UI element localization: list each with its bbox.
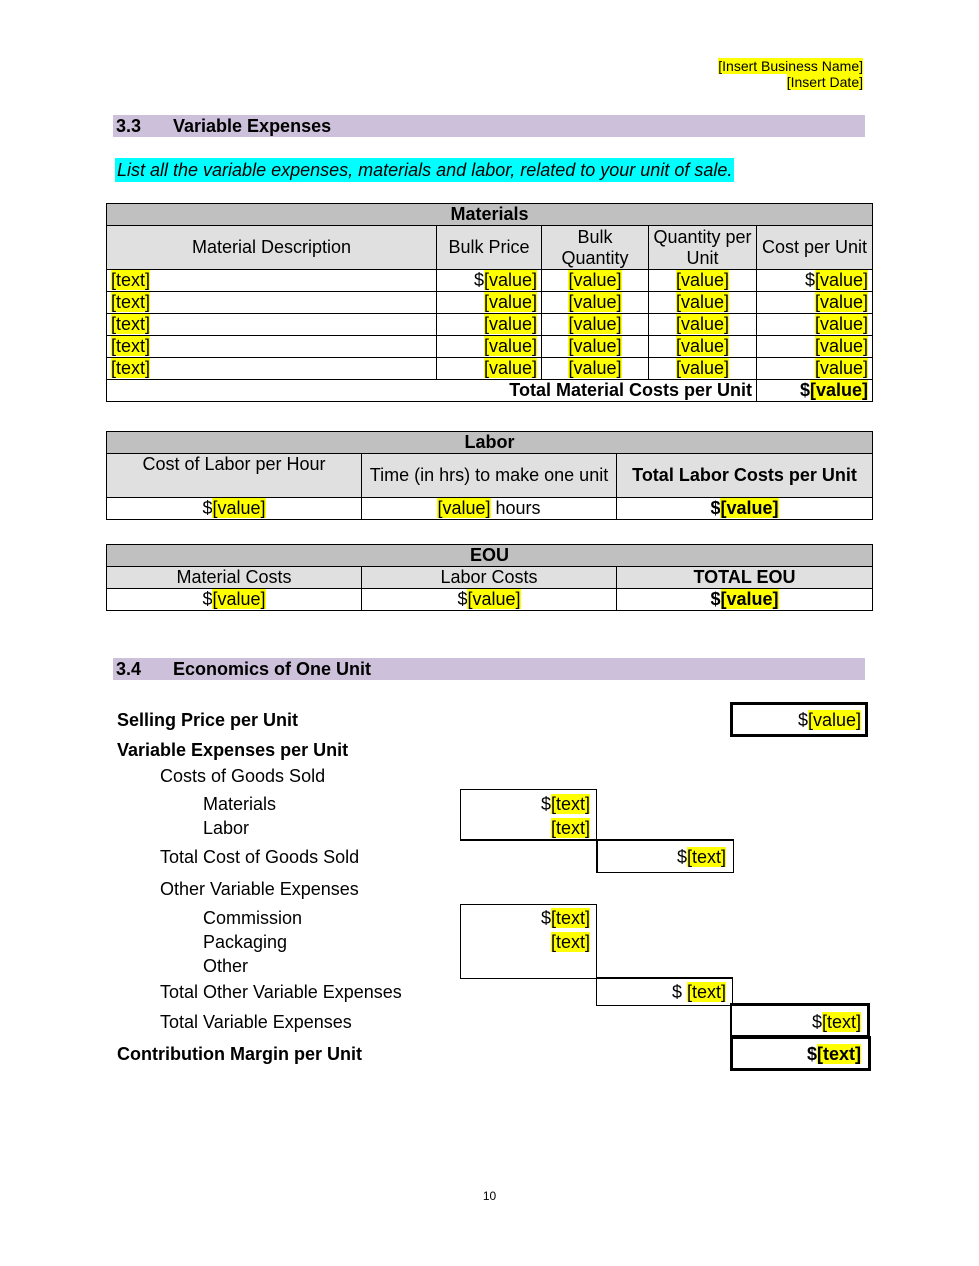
col-header: Cost per Unit [757,226,873,270]
page-header [718,58,863,90]
bulk-price[interactable]: [value] [483,336,537,356]
total-variable-value[interactable]: [text] [821,1012,861,1032]
selling-price-value[interactable]: [value] [807,710,861,730]
header-date: [Insert Date] [786,74,863,90]
bulk-price[interactable]: [value] [483,292,537,312]
eou-labor-value[interactable]: [value] [467,589,521,609]
labor-value[interactable]: [text] [550,818,590,838]
total-cogs-value-cell [677,846,726,868]
col-header: Quantity per Unit [649,226,757,270]
currency-symbol: $ [540,794,551,814]
total-variable-value-cell [812,1011,861,1033]
currency-symbol: $ [540,908,551,928]
materials-label: Materials [203,794,277,814]
materials-table [106,203,873,402]
packaging-label: Packaging [203,932,288,952]
time-unit: hours [495,498,541,518]
table-row: $[value] [value] hours $[value] [107,498,873,520]
table-row: $[value] $[value] $[value] [107,589,873,611]
bulk-quantity[interactable]: [value] [568,270,622,290]
quantity-per-unit[interactable]: [value] [675,314,730,334]
page-number: 10 [482,1189,497,1203]
labor-table [106,431,873,520]
other-item-label: Other [203,956,249,976]
cost-per-unit[interactable]: [value] [814,358,869,378]
total-material-value[interactable]: [value] [809,380,869,400]
bulk-price[interactable]: [value] [483,314,537,334]
contribution-margin-label: Contribution Margin per Unit [117,1044,362,1064]
col-header: Cost of Labor per Hour [107,454,362,498]
quantity-per-unit[interactable]: [value] [675,358,730,378]
labor-total-value[interactable]: [value] [720,498,779,518]
bulk-quantity[interactable]: [value] [568,358,622,378]
col-header: Time (in hrs) to make one unit [362,454,617,498]
currency-symbol: $ [797,710,808,730]
col-header: Bulk Price [437,226,542,270]
table-row: [text] $[value] [value] [value] $[value] [107,270,873,292]
selling-price-value-cell [798,709,861,731]
instruction-text: List all the variable expenses, materials and labor, related to your unit of sale. [117,160,733,180]
total-other-label: Total Other Variable Expenses [160,982,402,1002]
total-material-label: Total Material Costs per Unit [107,380,757,402]
table-row [107,292,873,314]
cost-per-unit[interactable]: [value] [814,336,869,356]
material-description[interactable]: [text] [111,358,151,378]
selling-price-label: Selling Price per Unit [117,710,299,730]
bulk-quantity[interactable]: [value] [568,336,622,356]
variable-expenses-label: Variable Expenses per Unit [117,740,349,760]
labor-cost-value[interactable]: [value] [212,498,266,518]
business-name: [Insert Business Name] [718,58,863,74]
section-title: Economics of One Unit [173,659,372,679]
section-number: 3.3 [116,116,142,136]
section-heading-3-3 [113,115,865,137]
currency-symbol: $ [676,847,687,867]
contribution-margin-value-cell [807,1043,861,1065]
materials-value[interactable]: [text] [550,794,590,814]
table-row [107,314,873,336]
bulk-price[interactable]: [value] [483,270,537,290]
cogs-label: Costs of Goods Sold [160,766,326,786]
total-row: Total Material Costs per Unit $[value] [107,380,873,402]
material-description[interactable]: [text] [111,270,151,290]
col-header: Bulk Quantity [542,226,649,270]
commission-label: Commission [203,908,303,928]
material-description[interactable]: [text] [111,314,151,334]
col-header: Material Costs [107,567,362,589]
total-other-value[interactable]: [text] [686,982,726,1002]
eou-table [106,544,873,611]
other-expenses-label: Other Variable Expenses [160,879,359,899]
quantity-per-unit[interactable]: [value] [675,336,730,356]
section-heading-3-4 [113,658,865,680]
table-row [107,358,873,380]
labor-label: Labor [203,818,250,838]
eou-title: EOU [107,545,873,567]
total-cogs-value[interactable]: [text] [686,847,726,867]
cost-per-unit[interactable]: [value] [814,314,869,334]
bulk-quantity[interactable]: [value] [568,314,622,334]
total-cogs-label: Total Cost of Goods Sold [160,847,360,867]
total-variable-label: Total Variable Expenses [160,1012,352,1032]
bulk-quantity[interactable]: [value] [568,292,622,312]
labor-value-cell [551,817,590,839]
material-description[interactable]: [text] [111,336,151,356]
material-description[interactable]: [text] [111,292,151,312]
currency-symbol: $ [806,1044,817,1064]
quantity-per-unit[interactable]: [value] [675,292,730,312]
cost-per-unit[interactable]: [value] [814,270,869,290]
table-row [107,336,873,358]
labor-time-value[interactable]: [value] [437,498,491,518]
labor-title: Labor [107,432,873,454]
col-header: Labor Costs [362,567,617,589]
col-header: TOTAL EOU [617,567,873,589]
packaging-value[interactable]: [text] [550,932,590,952]
eou-material-value[interactable]: [value] [212,589,266,609]
bulk-price[interactable]: [value] [483,358,537,378]
cost-per-unit[interactable]: [value] [814,292,869,312]
section-title: Variable Expenses [173,116,332,136]
section-number: 3.4 [116,659,142,679]
quantity-per-unit[interactable]: [value] [675,270,730,290]
commission-value[interactable]: [text] [550,908,590,928]
packaging-value-cell [551,931,590,953]
col-header: Total Labor Costs per Unit [617,454,873,498]
currency-symbol: $ [811,1012,822,1032]
contribution-margin-value[interactable]: [text] [817,1044,861,1064]
commission-value-cell [541,907,590,929]
col-header: Material Description [107,226,437,270]
currency-symbol: $ [671,982,682,1002]
materials-value-cell [541,793,590,815]
eou-total-value[interactable]: [value] [720,589,779,609]
materials-title: Materials [107,204,873,226]
total-other-value-cell [672,981,726,1003]
